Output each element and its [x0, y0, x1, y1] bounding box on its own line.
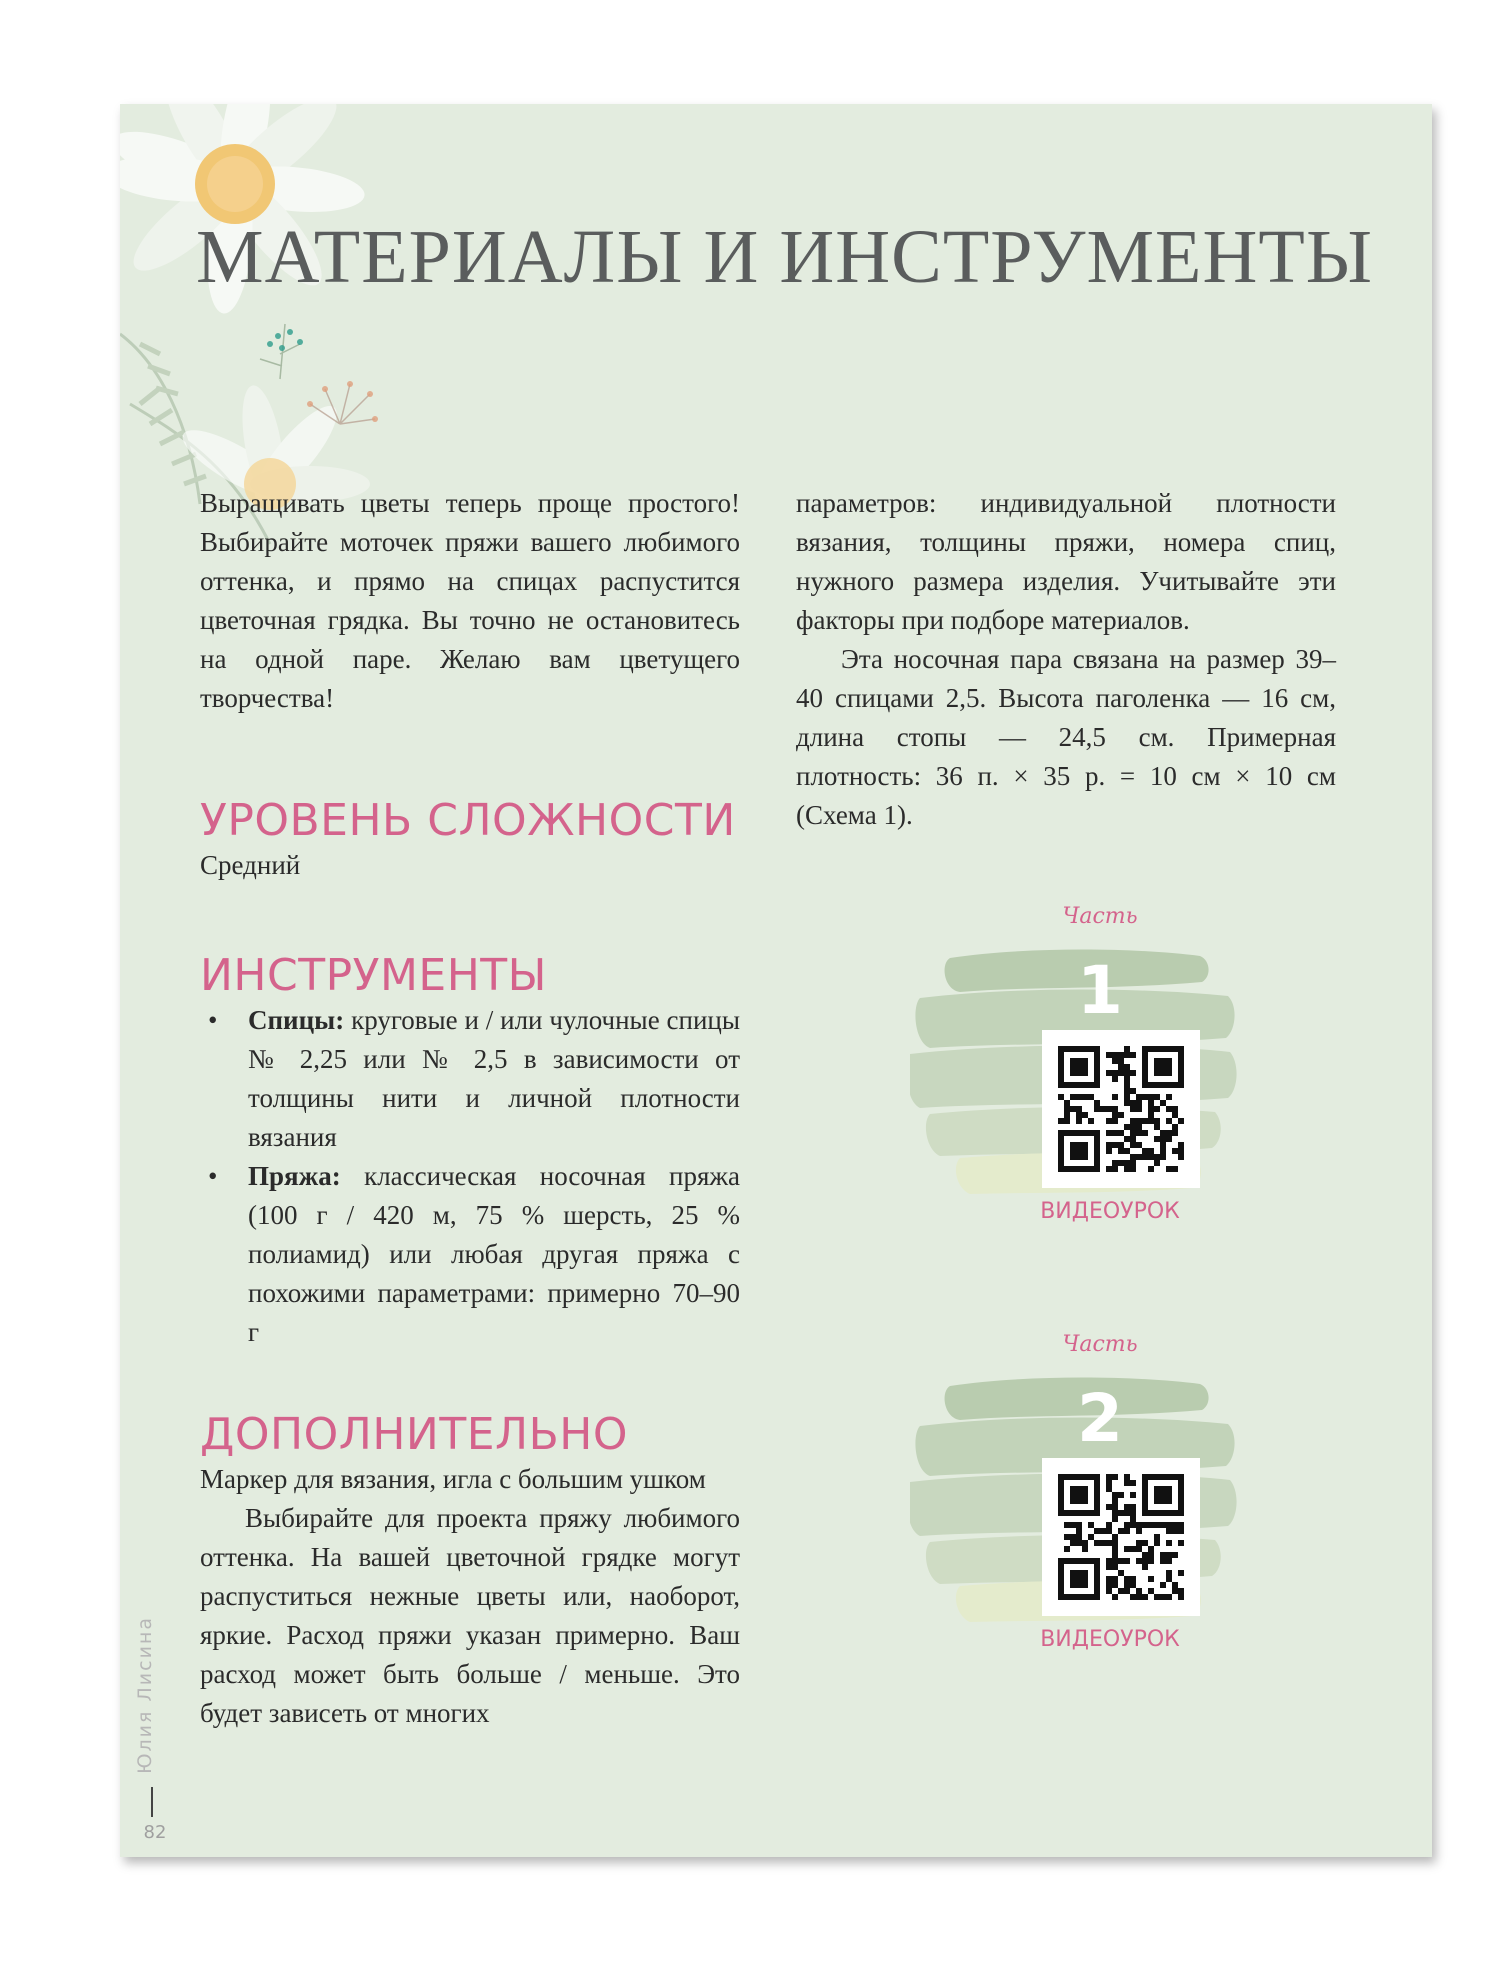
level-heading: УРОВЕНЬ СЛОЖНОСТИ: [200, 795, 736, 846]
list-item-term: Пряжа:: [248, 1161, 341, 1191]
extra-heading: ДОПОЛНИТЕЛЬНО: [200, 1409, 628, 1460]
extra-value: Маркер для вязания, игла с большим ушком: [200, 1464, 706, 1494]
list-item-text: круговые и / или чулочные спицы № 2,25 или № 2,5 в зависимости от толщины нити и личной плотности вязания: [248, 1005, 740, 1152]
right-paragraph-1: параметров: индивидуальной плотности вязания, толщины пряжи, номера спиц, нужного размера изделия. Учитывайте эти факторы при подборе материалов.: [796, 488, 1336, 635]
video-lesson-part-2[interactable]: [910, 1332, 1240, 1652]
video-lesson-label: ВИДЕОУРОК: [1040, 1199, 1180, 1224]
qr-code-icon[interactable]: [1042, 1458, 1200, 1616]
page-title: МАТЕРИАЛЫ И ИНСТРУМЕНТЫ: [196, 215, 1374, 299]
list-item: [200, 1157, 740, 1352]
list-item-text: классическая носочная пряжа (100 г / 420 м, 75 % шерсть, 25 % полиамид) или любая другая пряжа с похожими параметрами: примерно 70–90 г: [248, 1161, 740, 1347]
list-item: [200, 1001, 740, 1157]
bullet-icon: •: [208, 1161, 218, 1191]
qr-code-icon[interactable]: [1042, 1030, 1200, 1188]
left-column: [200, 484, 740, 1733]
part-label: Часть: [1062, 1332, 1138, 1357]
part-label: Часть: [1062, 904, 1138, 929]
level-value: Средний: [200, 850, 301, 880]
part-number: 2: [1077, 1380, 1123, 1457]
intro-paragraph: Выращивать цветы теперь проще простого! Выбирайте моточек пряжи вашего любимого оттенка, и прямо на спицах распустится цветочная грядка. Вы точно не остановитесь на одной паре. Желаю вам цветущего творчества!: [200, 488, 740, 713]
bullet-icon: •: [208, 1005, 218, 1035]
page: [120, 104, 1432, 1857]
video-lesson-part-1[interactable]: [910, 904, 1240, 1224]
page-number: 82: [143, 1822, 167, 1843]
part-number: 1: [1077, 952, 1123, 1029]
list-item-term: Спицы:: [248, 1005, 345, 1035]
right-paragraph-2: Эта носочная пара связана на размер 39–40 спицами 2,5. Высота паголенка — 16 см, длина стопы — 24,5 см. Примерная плотность: 36 п. × 35 р. = 10 см × 10 см (Схема 1).: [796, 644, 1336, 830]
video-lesson-label: ВИДЕОУРОК: [1040, 1627, 1180, 1652]
extra-paragraph: Выбирайте для проекта пряжу любимого оттенка. На вашей цветочной грядке могут распуститься нежные цветы или, наоборот, яркие. Расход пряжи указан примерно. Ваш расход может быть больше / меньше. Это будет зависеть от многих: [200, 1503, 740, 1728]
tools-heading: ИНСТРУМЕНТЫ: [200, 950, 547, 1001]
footer-divider: [151, 1787, 153, 1817]
right-column: [796, 484, 1336, 835]
tools-list: [200, 1001, 740, 1352]
author-name: Юлия Лисина: [134, 1616, 156, 1774]
